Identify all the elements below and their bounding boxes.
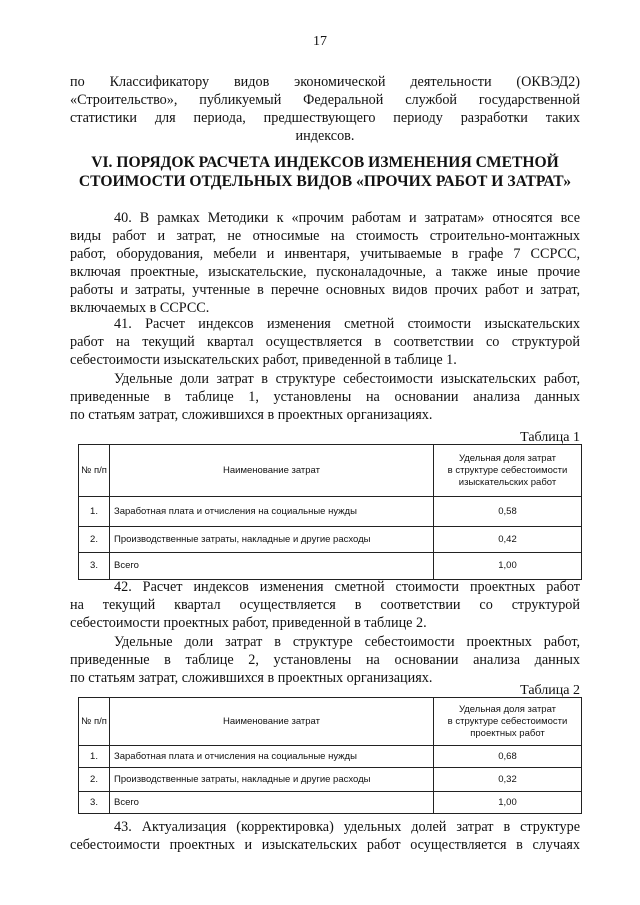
paragraph-42-line: 42. Расчет индексов изменения сметной стоимости проектных работ — [114, 579, 580, 595]
row-num: 3. — [79, 553, 110, 580]
header-num: № п/п — [79, 445, 110, 497]
paragraph-43-line: себестоимости проектных и изыскательских работ осуществляется в случаях — [70, 837, 580, 853]
section-heading — [70, 153, 580, 191]
row-value: 1,00 — [434, 792, 582, 814]
row-name: Всего — [110, 553, 434, 580]
paragraph-43-line: 43. Актуализация (корректировка) удельных долей затрат в структуре — [114, 819, 580, 835]
row-name: Производственные затраты, накладные и другие расходы — [110, 527, 434, 553]
header-num: № п/п — [79, 698, 110, 746]
header-share-line: в структуре себестоимости — [447, 715, 568, 727]
row-num: 1. — [79, 497, 110, 527]
table-2 — [78, 697, 582, 814]
row-num: 2. — [79, 527, 110, 553]
row-name: Заработная плата и отчисления на социальные нужды — [110, 746, 434, 768]
intro-line: по Классификатору видов экономической деятельности (ОКВЭД2) — [70, 74, 580, 90]
header-share-line: Удельная доля затрат — [458, 452, 557, 464]
paragraph-41b-line: по статьям затрат, сложившихся в проектных организациях. — [70, 407, 433, 423]
paragraph-42-line: себестоимости проектных работ, приведенной в таблице 2. — [70, 615, 427, 631]
paragraph-41b-line: приведенные в таблице 1, установлены на основании анализа данных — [70, 389, 580, 405]
row-value: 0,32 — [434, 768, 582, 792]
table-header-row — [79, 698, 582, 746]
paragraph-40-line: включая проектные, изыскательские, пусконаладочные, а также иные прочие — [70, 264, 580, 280]
paragraph-40-line: включаемых в ССРСС. — [70, 300, 210, 316]
paragraph-42-line: на текущий квартал осуществляется в соответствии со структурой — [70, 597, 580, 613]
paragraph-41b-line: Удельные доли затрат в структуре себестоимости изыскательских работ, — [114, 371, 580, 387]
header-share — [434, 698, 582, 746]
paragraph-41-line: себестоимости изыскательских работ, приведенной в таблице 1. — [70, 352, 457, 368]
paragraph-41-line: 41. Расчет индексов изменения сметной стоимости изыскательских — [114, 316, 580, 332]
table-row — [79, 553, 582, 580]
row-num: 2. — [79, 768, 110, 792]
row-value: 0,58 — [434, 497, 582, 527]
intro-line: «Строительство», публикуемый Федеральной службой государственной — [70, 92, 580, 108]
table-1-caption: Таблица 1 — [520, 430, 580, 445]
header-share — [434, 445, 582, 497]
section-heading-line: СТОИМОСТИ ОТДЕЛЬНЫХ ВИДОВ «ПРОЧИХ РАБОТ И ЗАТРАТ» — [78, 173, 572, 190]
row-name: Производственные затраты, накладные и другие расходы — [110, 768, 434, 792]
header-share-line: проектных работ — [470, 727, 545, 739]
header-name: Наименование затрат — [110, 698, 434, 746]
table-row — [79, 527, 582, 553]
row-value: 0,42 — [434, 527, 582, 553]
row-name: Заработная плата и отчисления на социальные нужды — [110, 497, 434, 527]
table-row — [79, 746, 582, 768]
paragraph-40-line: работы и затраты, учтенные в перечне основных видов прочих работ и затрат, — [70, 282, 580, 298]
paragraph-40-line: работ, оборудования, мебели и инвентаря, учитываемые в графе 7 ССРСС, — [70, 246, 580, 262]
page-number: 17 — [313, 34, 327, 49]
header-name: Наименование затрат — [110, 445, 434, 497]
table-2-caption: Таблица 2 — [520, 683, 580, 698]
table-1 — [78, 444, 582, 580]
section-heading-line: VI. ПОРЯДОК РАСЧЕТА ИНДЕКСОВ ИЗМЕНЕНИЯ СМЕТНОЙ — [91, 154, 559, 171]
table-header-row — [79, 445, 582, 497]
row-value: 1,00 — [434, 553, 582, 580]
paragraph-41-line: работ на текущий квартал осуществляется в соответствии со структурой — [70, 334, 580, 350]
paragraph-42b-line: по статьям затрат, сложившихся в проектных организациях. — [70, 670, 433, 686]
row-num: 1. — [79, 746, 110, 768]
intro-line: статистики для периода, предшествующего периоду разработки таких — [70, 110, 580, 126]
header-share-line: Удельная доля затрат — [458, 703, 557, 715]
row-name: Всего — [110, 792, 434, 814]
paragraph-42b-line: Удельные доли затрат в структуре себестоимости проектных работ, — [114, 634, 580, 650]
header-share-line: изыскательских работ — [458, 476, 557, 488]
header-share-line: в структуре себестоимости — [447, 464, 568, 476]
paragraph-40-line: 40. В рамках Методики к «прочим работам и затратам» относятся все — [114, 210, 580, 226]
table-row — [79, 497, 582, 527]
table-row — [79, 768, 582, 792]
row-value: 0,68 — [434, 746, 582, 768]
table-row — [79, 792, 582, 814]
intro-line: индексов. — [295, 128, 355, 144]
row-num: 3. — [79, 792, 110, 814]
paragraph-40-line: виды работ и затрат, не относимые на стоимость строительно-монтажных — [70, 228, 580, 244]
paragraph-42b-line: приведенные в таблице 2, установлены на основании анализа данных — [70, 652, 580, 668]
